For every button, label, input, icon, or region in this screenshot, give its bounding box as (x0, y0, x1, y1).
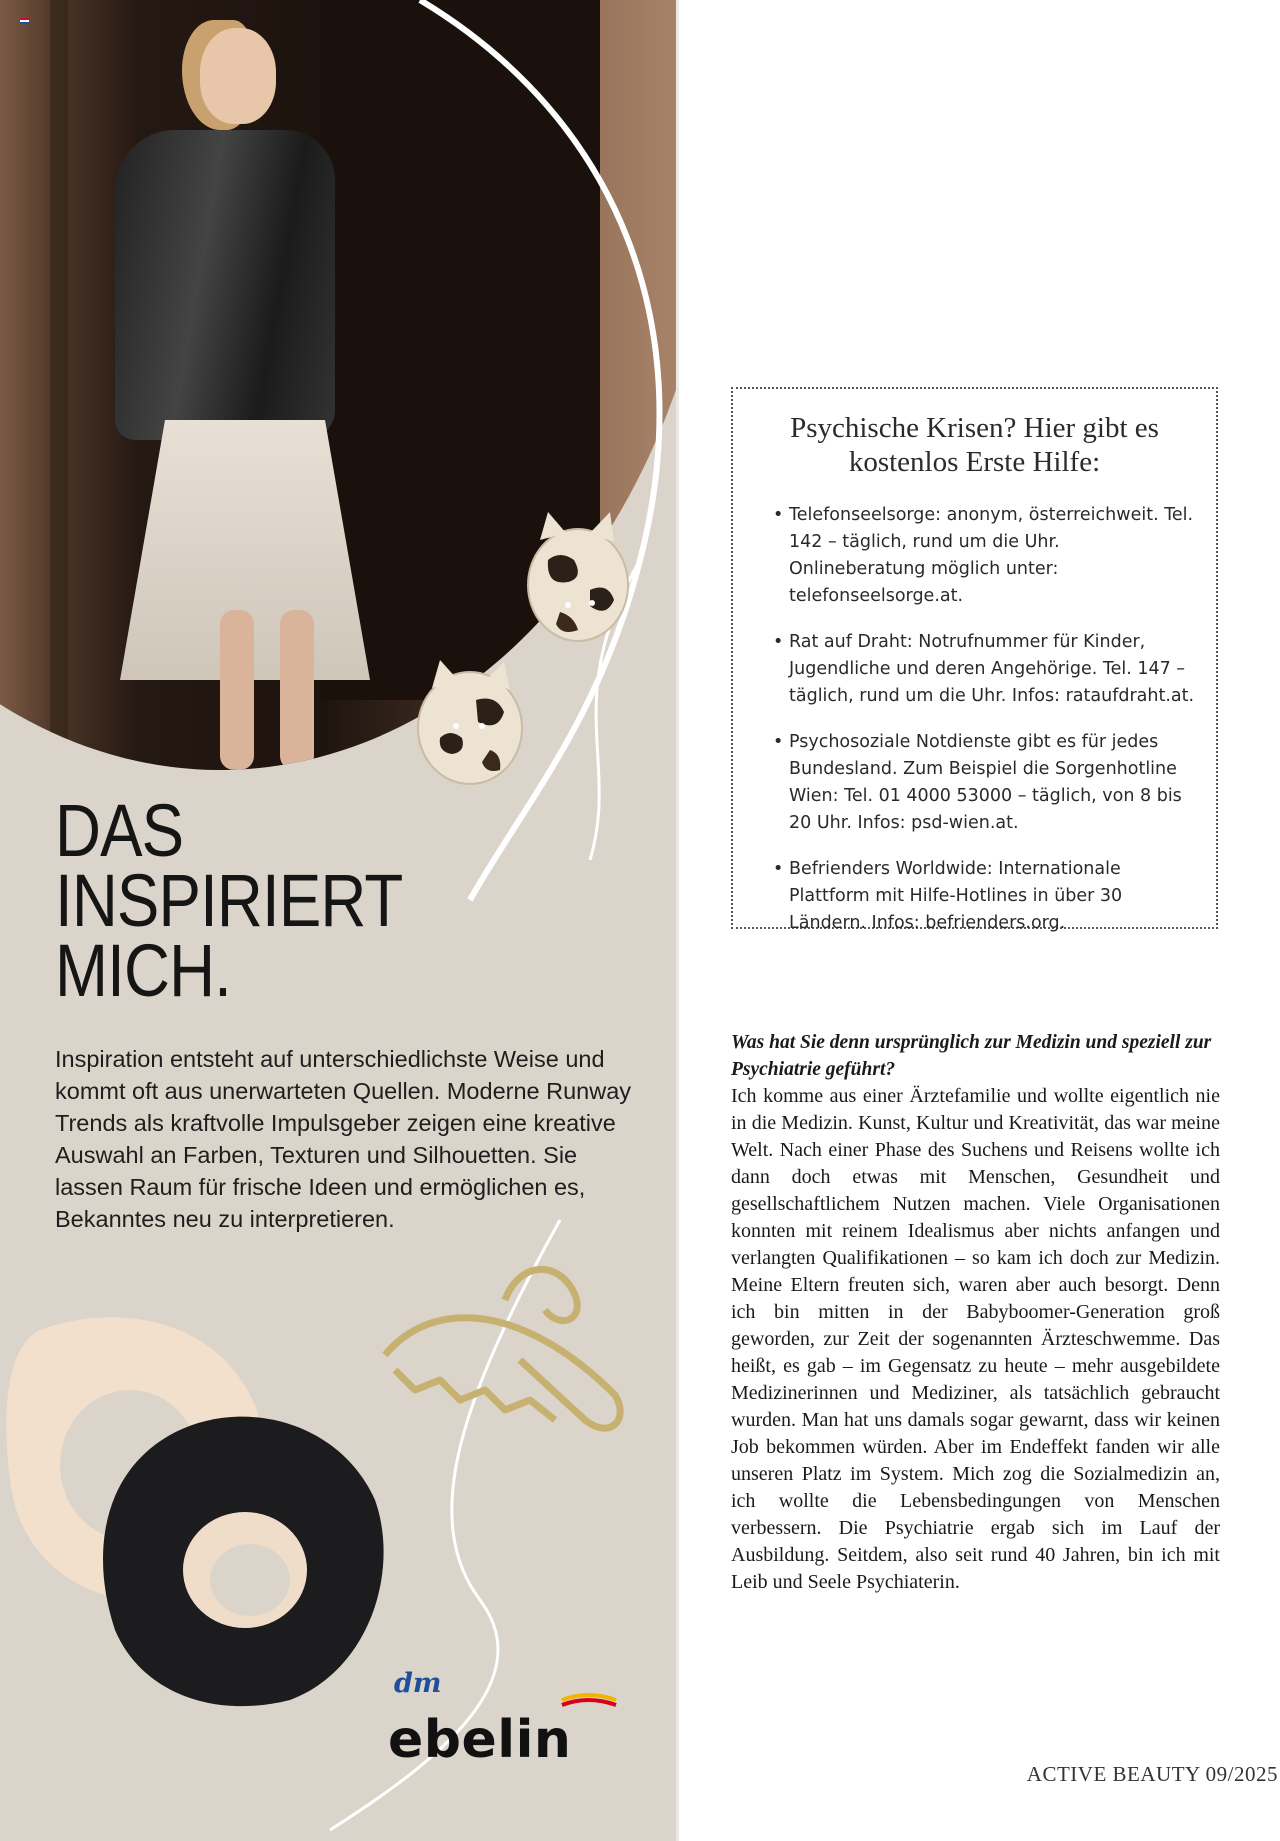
dm-logo-text: dm (394, 1668, 442, 1699)
gold-claw-clip (385, 1269, 620, 1428)
austrian-flag-icon (20, 18, 29, 24)
cream-scrunchie (6, 1317, 266, 1601)
headline-line: MICH. (55, 929, 232, 1012)
help-list (775, 502, 1195, 956)
headline-line: DAS (55, 789, 184, 872)
dm-logo-icon (556, 1670, 620, 1708)
help-box-title: Psychische Krisen? Hier gibt es kostenlos Erste Hilfe: (790, 412, 1159, 478)
help-list-item: • Psychosoziale Notdienste gibt es für jedes Bundesland. Zum Beispiel die Sorgenhotline Wien: Tel. 01 4000 53000 – täglich, von 8 bis 20 Uhr. Infos: psd-wien.at. (775, 729, 1195, 837)
headline-line: INSPIRIERT (55, 859, 403, 942)
page-divider (676, 0, 679, 1841)
page-footer: ACTIVE BEAUTY 09/2025 (1026, 1762, 1278, 1786)
black-scrunchie (103, 1417, 384, 1707)
crisis-help-box (731, 387, 1218, 933)
interview-question: Was hat Sie denn ursprünglich zur Medizin und speziell zur Psychiatrie geführt? (731, 1032, 1212, 1080)
interview-article (731, 1029, 1220, 1596)
help-list-item: • Rat auf Draht: Notrufnummer für Kinder, Jugendliche und deren Angehörige. Tel. 147 – täglich, rund um die Uhr. Infos: rataufdraht.at. (775, 629, 1195, 710)
help-list-item: • Telefonseelsorge: anonym, österreichweit. Tel. 142 – täglich, rund um die Uhr. Onlineberatung möglich unter: telefonseelsorge.at. (775, 502, 1195, 610)
brand-logos (388, 1670, 618, 1780)
ad-headline (55, 789, 403, 1012)
ad-body-text: Inspiration entsteht auf unterschiedlichste Weise und kommt oft aus unerwarteten Quellen. Moderne Runway Trends als kraftvolle Impulsgeber zeigen eine kreative Auswahl an Farben, Texturen und Silhouetten. Sie lassen Raum für frische Ideen und ermöglichen es, Bekanntes neu zu interpretieren. (55, 1046, 632, 1232)
help-list-item: • Befrienders Worldwide: Internationale Plattform mit Hilfe-Hotlines in über 30 Ländern. Infos: befrienders.org. (775, 856, 1195, 937)
ebelin-logo: ebelin (388, 1710, 572, 1770)
runway-model-photo (0, 0, 676, 770)
interview-answer: Ich komme aus einer Ärztefamilie und wollte eigentlich nie in die Medizin. Kunst, Kultur und Kreativität, das war meine Welt. Nach einer Phase des Suchens und Reisens wollte ich dann doch etwas mit Menschen, Gesundheit und gesellschaftlichem Nutzen machen. Viele Organisationen konnten mit reinem Idealismus aber nichts anfangen und verlangten Qualifikationen – so kam ich doch zur Medizin. Meine Eltern freuten sich, waren aber auch besorgt. Denn ich bin mitten in der Babyboomer-Generation groß geworden, zur Zeit der sogenannten Ärzteschwemme. Das heißt, es gab – im Gegensatz zu heute – mehr ausgebildete Medizinerinnen und Mediziner, als tatsächlich gebraucht wurden. Man hat uns damals sogar gewarnt, dass wir keinen Job bekommen würden. Aber im Endeffekt fanden wir alle unseren Platz im System. Mich zog die Sozialmedizin an, ich wollte die Lebensbedingungen von Menschen verbessern. Die Psychiatrie ergab sich im Lauf der Ausbildung. Seitdem, also seit rund 40 Jahren, bin ich mit Leib und Seele Psychiaterin. (731, 1085, 1220, 1593)
